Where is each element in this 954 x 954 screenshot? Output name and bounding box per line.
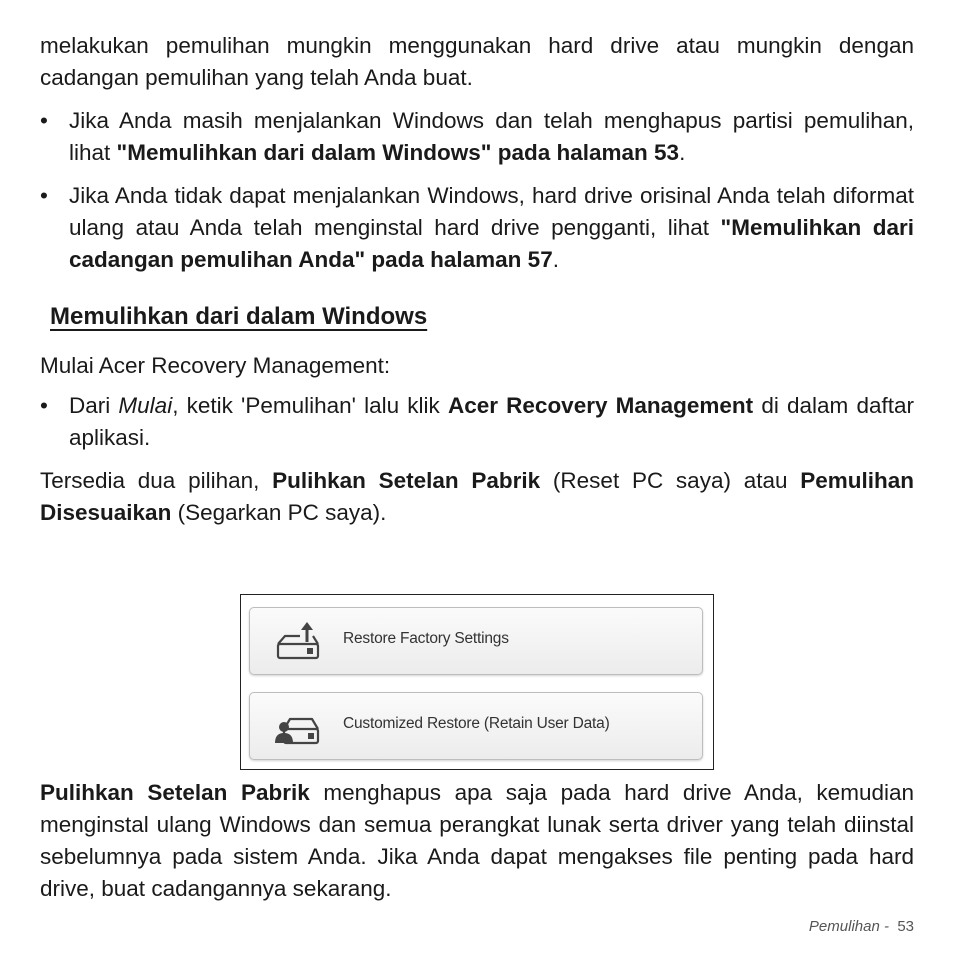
menu-term: Mulai	[118, 393, 173, 418]
app-name: Acer Recovery Management	[447, 393, 754, 418]
page-footer	[809, 918, 914, 935]
page-content	[40, 30, 914, 529]
list-item-text: Jika Anda masih menjalankan Windows dan telah menghapus partisi pemulihan, lihat	[69, 108, 914, 165]
list-item	[40, 105, 914, 169]
intro-text: Mulai Acer Recovery Management:	[40, 353, 391, 378]
bullet: •	[40, 183, 48, 208]
step-list	[40, 390, 914, 454]
list-item-reference: "Memulihkan dari dalam Windows" pada halaman 53	[116, 140, 680, 165]
reference-list	[40, 105, 914, 276]
list-item: • Dari Mulai, ketik 'Pemulihan' lalu klik Acer Recovery Management di dalam daftar aplikasi.	[40, 390, 914, 454]
drive-arrow-up-icon	[274, 620, 322, 664]
list-item-text: Jika Anda tidak dapat menjalankan Windows, hard drive orisinal Anda telah diformat ulang atau Anda telah menginstal hard drive pengganti, lihat	[69, 183, 914, 240]
options-paragraph: Tersedia dua pilihan, Pulihkan Setelan Pabrik (Reset PC saya) atau Pemulihan Disesuaikan (Segarkan PC saya).	[40, 468, 915, 525]
option-label: Restore Factory Settings	[343, 630, 509, 647]
final-paragraph: Pulihkan Setelan Pabrik menghapus apa saja pada hard drive Anda, kemudian menginstal ulang Windows dan semua perangkat lunak serta driver yang telah diinstal sebelumnya pada sistem Anda. Jika Anda dapat mengakses file penting pada hard drive, buat cadangannya sekarang.	[40, 780, 914, 901]
list-item-reference: "Memulihkan dari cadangan pemulihan Anda" pada halaman 57	[69, 215, 914, 272]
recovery-options-screenshot	[240, 594, 714, 770]
drive-user-icon	[274, 705, 322, 749]
paragraph-continuation: melakukan pemulihan mungkin menggunakan hard drive atau mungkin dengan cadangan pemulihan yang telah Anda buat.	[40, 33, 914, 90]
restore-factory-settings-button[interactable]	[249, 607, 703, 675]
list-item	[40, 180, 914, 276]
final-section	[40, 777, 914, 905]
option-label: Customized Restore (Retain User Data)	[343, 715, 610, 732]
section-heading: Memulihkan dari dalam Windows	[50, 303, 428, 330]
footer-section: Pemulihan -	[808, 918, 889, 935]
list-item-end: .	[679, 140, 686, 165]
customized-restore-button[interactable]	[249, 692, 703, 760]
list-item-end: .	[552, 247, 559, 272]
page-number: 53	[897, 918, 914, 935]
bullet: •	[40, 108, 48, 133]
bullet: •	[40, 393, 48, 418]
